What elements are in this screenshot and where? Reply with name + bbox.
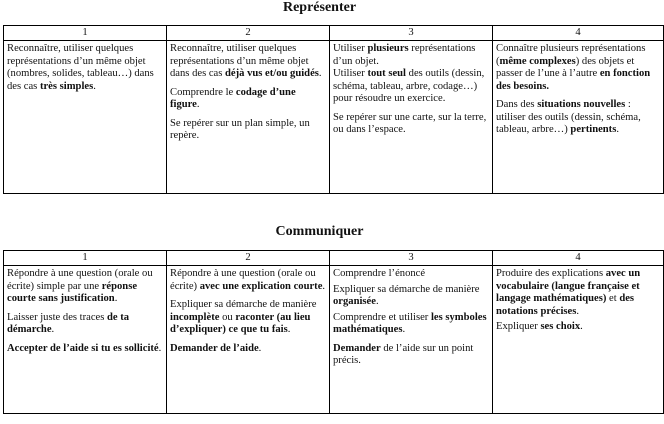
cell-paragraph: Comprendre le codage d’une figure. bbox=[170, 86, 296, 110]
level-header: 4 bbox=[493, 251, 664, 266]
header-row bbox=[4, 26, 664, 41]
cell-level-4 bbox=[493, 266, 664, 414]
header-row bbox=[4, 251, 664, 266]
level-header: 2 bbox=[167, 26, 330, 41]
level-header: 3 bbox=[330, 26, 493, 41]
cell-level-4 bbox=[493, 41, 664, 194]
cell-level-3 bbox=[330, 41, 493, 194]
cell-paragraph: Laisser juste des traces de ta démarche. bbox=[7, 311, 130, 335]
cell-paragraph: Utiliser tout seul des outils (dessin, schéma, tableau, arbre, codage…) pour résoudre un exercice. bbox=[333, 68, 485, 104]
section-title: Communiquer bbox=[275, 224, 364, 239]
level-header: 3 bbox=[330, 251, 493, 266]
cell-level-2 bbox=[167, 266, 330, 414]
cell-paragraph: Comprendre l’énoncé bbox=[333, 268, 426, 279]
section-title: Représenter bbox=[282, 0, 357, 15]
cell-level-3 bbox=[330, 266, 493, 414]
level-header: 4 bbox=[493, 26, 664, 41]
representer-table bbox=[3, 25, 664, 194]
cell-paragraph: Se repérer sur un plan simple, un repère. bbox=[170, 117, 310, 141]
cell-level-1 bbox=[4, 41, 167, 194]
cell-paragraph: Connaître plusieurs représentations (même complexes) des objets et passer de l’une à l’autre en fonction des besoins. bbox=[496, 43, 651, 92]
cell-paragraph: Reconnaître, utiliser quelques représentations d’un même objet dans des cas déjà vus et/ou guidés. bbox=[170, 43, 322, 79]
section-representer bbox=[0, 0, 639, 16]
cell-paragraph: Demander de l’aide sur un point précis. bbox=[333, 342, 474, 366]
cell-paragraph: Produire des explications avec un vocabulaire (langue française et langage mathématiques) et des notations précises. bbox=[496, 268, 641, 317]
cell-paragraph: Se repérer sur une carte, sur la terre, ou dans l’espace. bbox=[333, 111, 487, 135]
cell-paragraph: Dans des situations nouvelles : utiliser des outils (dessin, schéma, tableau, arbre…) pertinents. bbox=[496, 99, 641, 135]
cell-paragraph: Reconnaître, utiliser quelques représentations d’un même objet (nombres, solides, tableau…) dans des cas très simples. bbox=[7, 43, 154, 92]
cell-level-1 bbox=[4, 266, 167, 414]
level-header: 1 bbox=[4, 251, 167, 266]
cell-paragraph: Demander de l’aide. bbox=[170, 342, 262, 354]
cell-paragraph: Accepter de l’aide si tu es sollicité. bbox=[7, 342, 162, 354]
cell-paragraph: Utiliser plusieurs représentations d’un objet. bbox=[333, 43, 476, 67]
level-header: 1 bbox=[4, 26, 167, 41]
cell-paragraph: Comprendre et utiliser les symboles mathématiques. bbox=[333, 311, 487, 335]
cell-paragraph: Expliquer ses choix. bbox=[496, 321, 583, 332]
section-communiquer bbox=[0, 224, 639, 240]
communiquer-table bbox=[3, 250, 664, 414]
cell-paragraph: Expliquer sa démarche de manière organisée. bbox=[333, 283, 480, 307]
cell-paragraph: Répondre à une question (orale ou écrite) simple par une réponse courte sans justification. bbox=[7, 268, 153, 304]
cell-paragraph: Répondre à une question (orale ou écrite) avec une explication courte. bbox=[170, 268, 326, 292]
level-header: 2 bbox=[167, 251, 330, 266]
cell-paragraph: Expliquer sa démarche de manière incomplète ou raconter (au lieu d’expliquer) ce que tu fais. bbox=[170, 299, 317, 335]
content-row bbox=[4, 41, 664, 194]
cell-level-2 bbox=[167, 41, 330, 194]
content-row bbox=[4, 266, 664, 414]
